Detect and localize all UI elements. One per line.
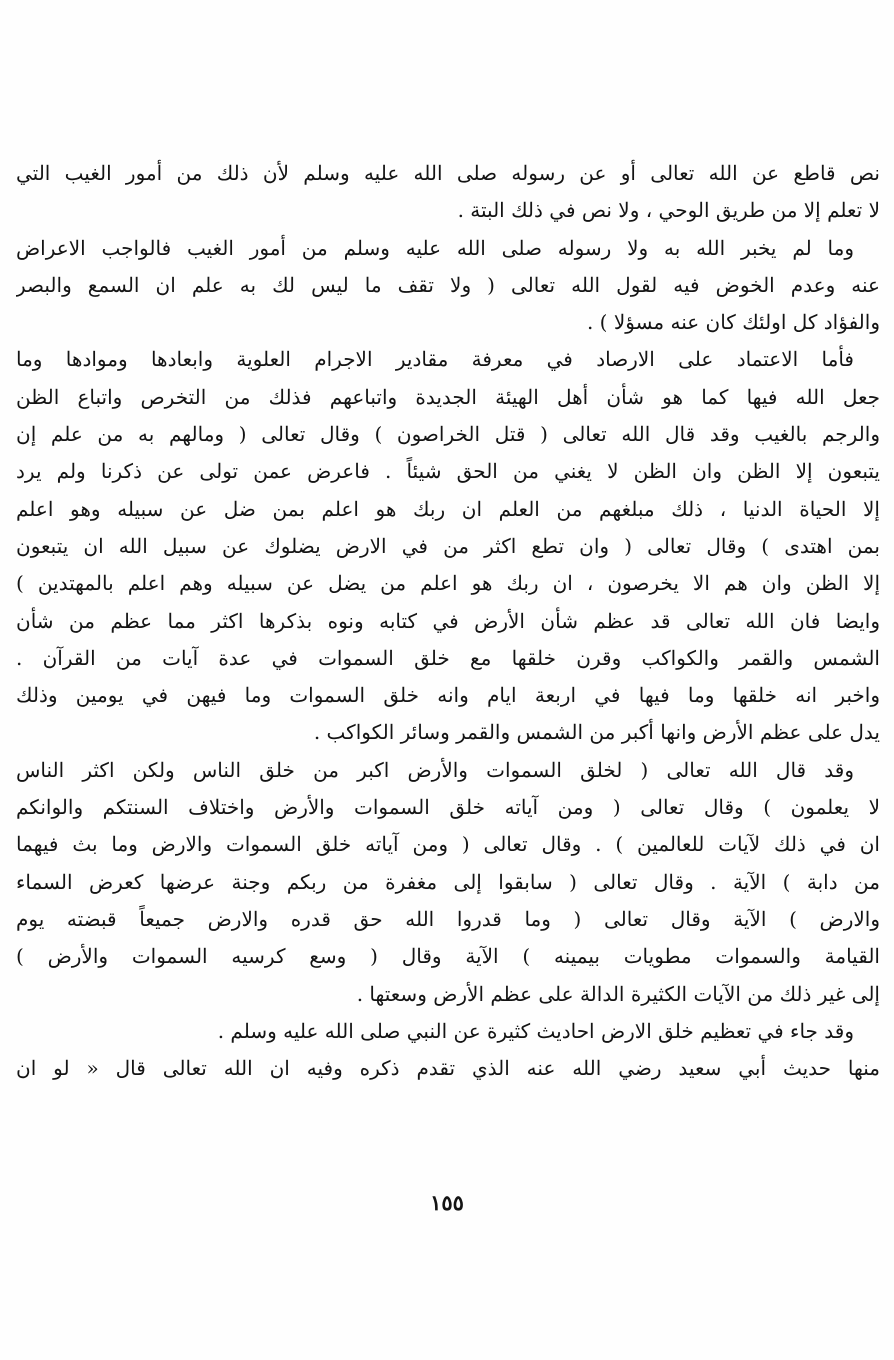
text-line: ان في ذلك لآيات للعالمين ) . وقال تعالى ( ومن آياته خلق السموات والارض وما بث فيهما <box>16 832 880 857</box>
text-line: عنه وعدم الخوض فيه لقول الله تعالى ( ولا تقف ما ليس لك به علم ان السمع والبصر <box>16 272 880 297</box>
text-line: وايضا فان الله تعالى قد عظم شأن الأرض في كتابه ونوه بذكرها اكثر مما عظم من شأن <box>16 608 880 633</box>
text-line: لا يعلمون ) وقال تعالى ( ومن آياته خلق السموات والأرض واختلاف السنتكم والوانكم <box>16 795 880 820</box>
text-line: وقد قال الله تعالى ( لخلق السموات والأرض اكبر من خلق الناس ولكن اكثر الناس <box>16 757 854 782</box>
text-line: يتبعون إلا الظن وان الظن لا يغني من الحق شيئاً . فاعرض عمن تولى عن ذكرنا ولم يرد <box>16 459 880 484</box>
text-line: فأما الاعتماد على الارصاد في معرفة مقادير الاجرام العلوية وابعادها وموادها وما <box>16 347 854 372</box>
body-text <box>16 155 880 1087</box>
text-line: منها حديث أبي سعيد رضي الله عنه الذي تقدم ذكره وفيه ان الله تعالى قال « لو ان <box>16 1056 880 1081</box>
text-line: نص قاطع عن الله تعالى أو عن رسوله صلى الله عليه وسلم لأن ذلك من أمور الغيب التي <box>16 161 880 185</box>
text-line: والرجم بالغيب وقد قال الله تعالى ( قتل الخراصون ) وقال تعالى ( ومالهم به من علم إن <box>16 422 880 447</box>
page-number: ١٥٥ <box>430 1190 464 1215</box>
text-line: إلا الحياة الدنيا ، ذلك مبلغهم من العلم ان ربك هو اعلم بمن ضل عن سبيله وهو اعلم <box>16 496 880 521</box>
text-line: إلا الظن وان هم الا يخرصون ، ان ربك هو اعلم من يضل عن سبيله وهم اعلم بالمهتدين ) <box>16 571 880 596</box>
text-line: وما لم يخبر الله به ولا رسوله صلى الله عليه وسلم من أمور الغيب فالواجب الاعراض <box>16 235 854 260</box>
text-line: إلى غير ذلك من الآيات الكثيرة الدالة على عظم الأرض وسعتها . <box>356 981 880 1006</box>
text-line: الشمس والقمر والكواكب وقرن خلقها مع خلق السموات في عدة آيات من القرآن . <box>16 645 880 670</box>
text-line: لا تعلم إلا من طريق الوحي ، ولا نص في ذلك البتة . <box>457 198 880 223</box>
text-line: بمن اهتدى ) وقال تعالى ( وان تطع اكثر من في الارض يضلوك عن سبيل الله ان يتبعون <box>16 533 880 558</box>
text-line: والارض ) الآية وقال تعالى ( وما قدروا الله حق قدره والارض جميعاً قبضته يوم <box>16 906 880 931</box>
text-line: القيامة والسموات مطويات بيمينه ) الآية وقال ( وسع كرسيه السموات والأرض ) <box>16 944 880 969</box>
text-line: واخبر انه خلقها وما فيها في اربعة ايام وانه خلق السموات وما فيهن في يومين وذلك <box>16 683 880 708</box>
text-line: من دابة ) الآية . وقال تعالى ( سابقوا إلى مغفرة من ربكم وجنة عرضها كعرض السماء <box>16 869 880 894</box>
text-line: والفؤاد كل اولئك كان عنه مسؤلا ) . <box>586 310 880 335</box>
text-line: وقد جاء في تعظيم خلق الارض احاديث كثيرة عن النبي صلى الله عليه وسلم . <box>217 1018 854 1043</box>
text-line: يدل على عظم الأرض وانها أكبر من الشمس والقمر وسائر الكواكب . <box>313 720 880 745</box>
text-line: جعل الله فيها كما هو شأن أهل الهيئة الجديدة واتباعهم فذلك من التخرص واتباع الظن <box>16 384 880 409</box>
